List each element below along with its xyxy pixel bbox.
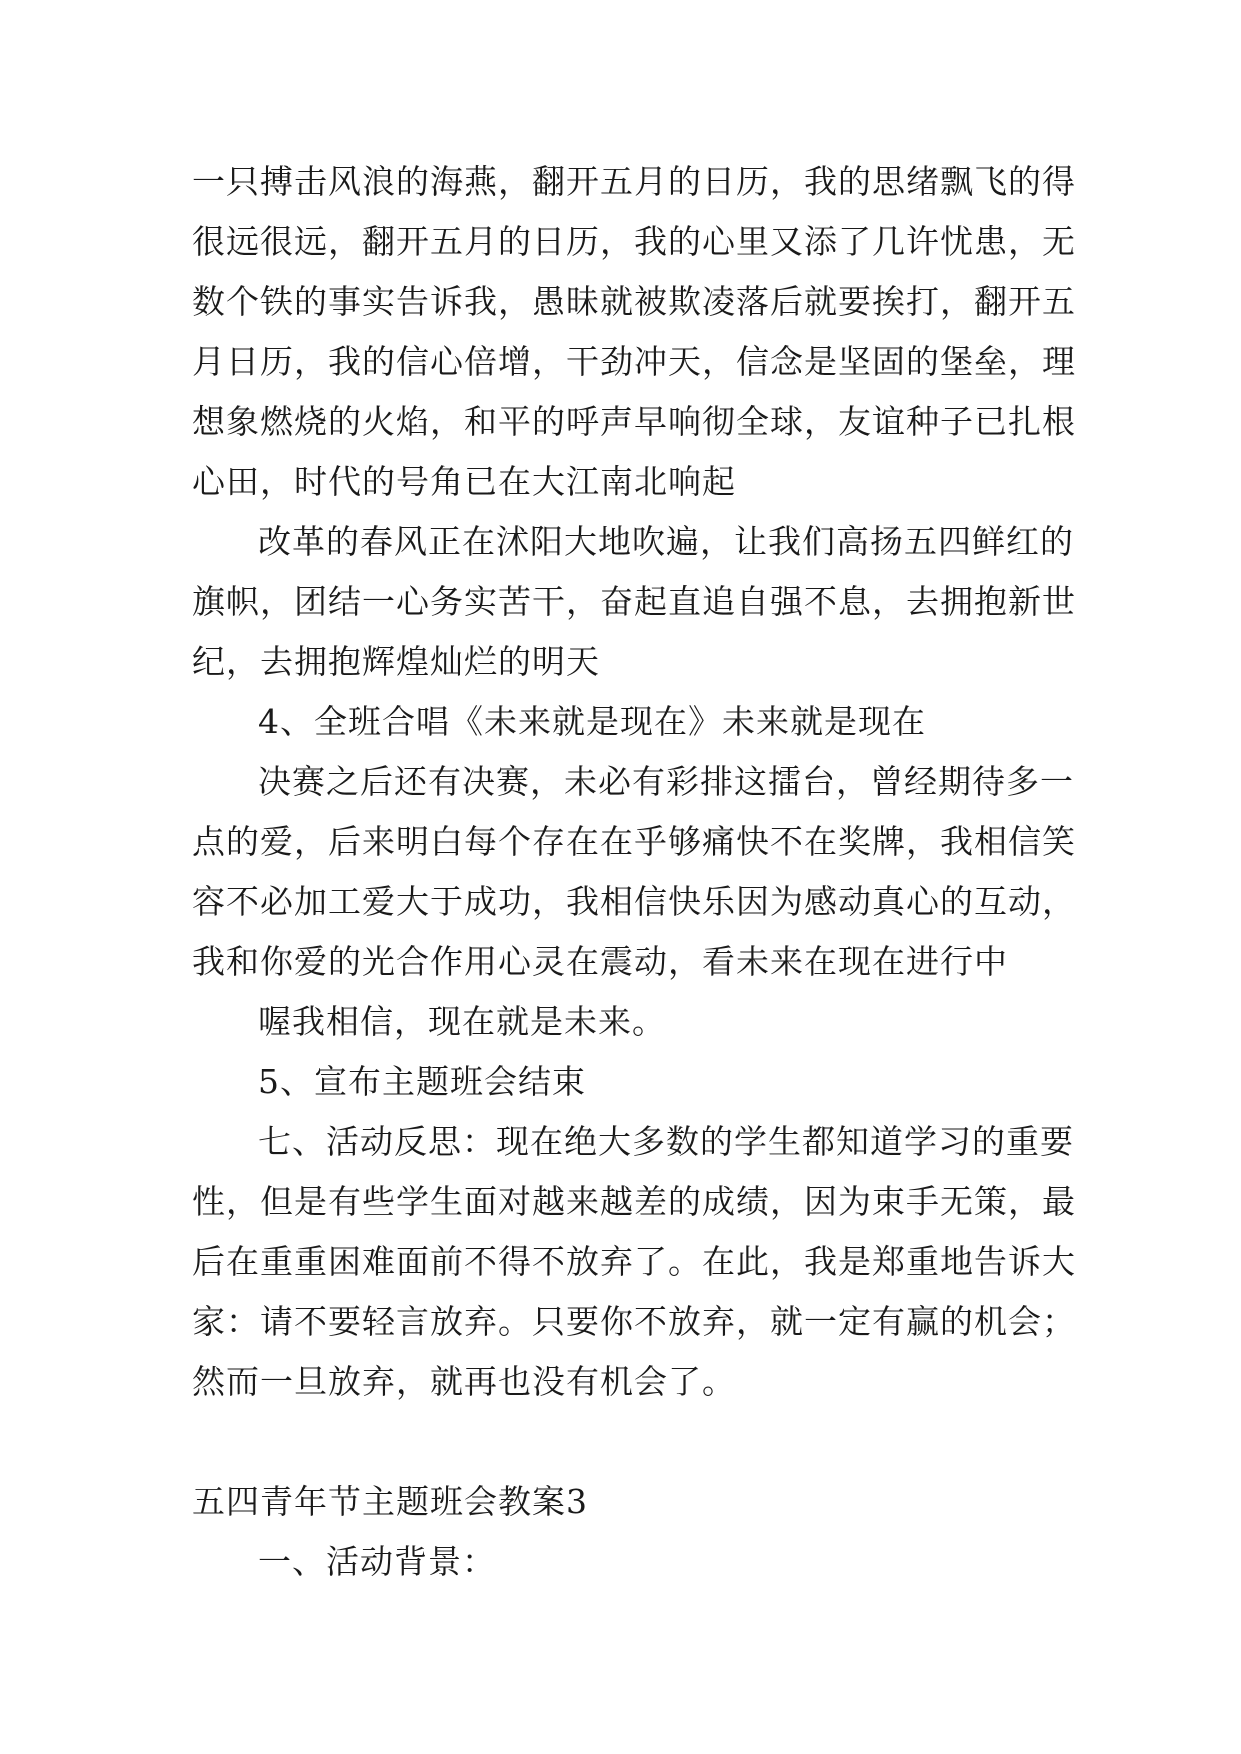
text-line: 心田，时代的号角已在大江南北响起 (192, 462, 736, 501)
paragraph-first-line: 决赛之后还有决赛，未必有彩排这擂台，曾经期待多一 (258, 762, 1074, 801)
text-line: 点的爱，后来明白每个存在在乎够痛快不在奖牌，我相信笑 (192, 822, 1076, 861)
text-line: 纪，去拥抱辉煌灿烂的明天 (192, 642, 600, 681)
text-line: 容不必加工爱大于成功，我相信快乐因为感动真心的互动， (192, 882, 1076, 921)
text-line: 数个铁的事实告诉我，愚昧就被欺凌落后就要挨打，翻开五 (192, 282, 1076, 321)
text-line: 想象燃烧的火焰，和平的呼声早响彻全球，友谊种子已扎根 (192, 402, 1076, 441)
subsection-heading: 一、活动背景： (258, 1542, 496, 1581)
paragraph-first-line: 改革的春风正在沭阳大地吹遍，让我们高扬五四鲜红的 (258, 522, 1074, 561)
text-line: 很远很远，翻开五月的日历，我的心里又添了几许忧患，无 (192, 222, 1076, 261)
text-line: 我和你爱的光合作用心灵在震动，看未来在现在进行中 (192, 942, 1008, 981)
text-line: 月日历，我的信心倍增，干劲冲天，信念是坚固的堡垒，理 (192, 342, 1076, 381)
text-line: 一只搏击风浪的海燕，翻开五月的日历，我的思绪飘飞的得 (192, 162, 1076, 201)
text-line: 家：请不要轻言放弃。只要你不放弃，就一定有赢的机会； (192, 1302, 1076, 1341)
text-line: 性，但是有些学生面对越来越差的成绩，因为束手无策，最 (192, 1182, 1076, 1221)
list-item: 5、宣布主题班会结束 (258, 1062, 586, 1101)
paragraph-first-line: 七、活动反思：现在绝大多数的学生都知道学习的重要 (258, 1122, 1074, 1161)
text-line: 后在重重困难面前不得不放弃了。在此，我是郑重地告诉大 (192, 1242, 1076, 1281)
section-heading: 五四青年节主题班会教案3 (192, 1482, 588, 1521)
list-item: 4、全班合唱《未来就是现在》未来就是现在 (258, 702, 926, 741)
paragraph-first-line: 喔我相信，现在就是未来。 (258, 1002, 666, 1041)
text-line: 旗帜，团结一心务实苦干，奋起直追自强不息，去拥抱新世 (192, 582, 1076, 621)
text-line: 然而一旦放弃，就再也没有机会了。 (192, 1362, 736, 1401)
